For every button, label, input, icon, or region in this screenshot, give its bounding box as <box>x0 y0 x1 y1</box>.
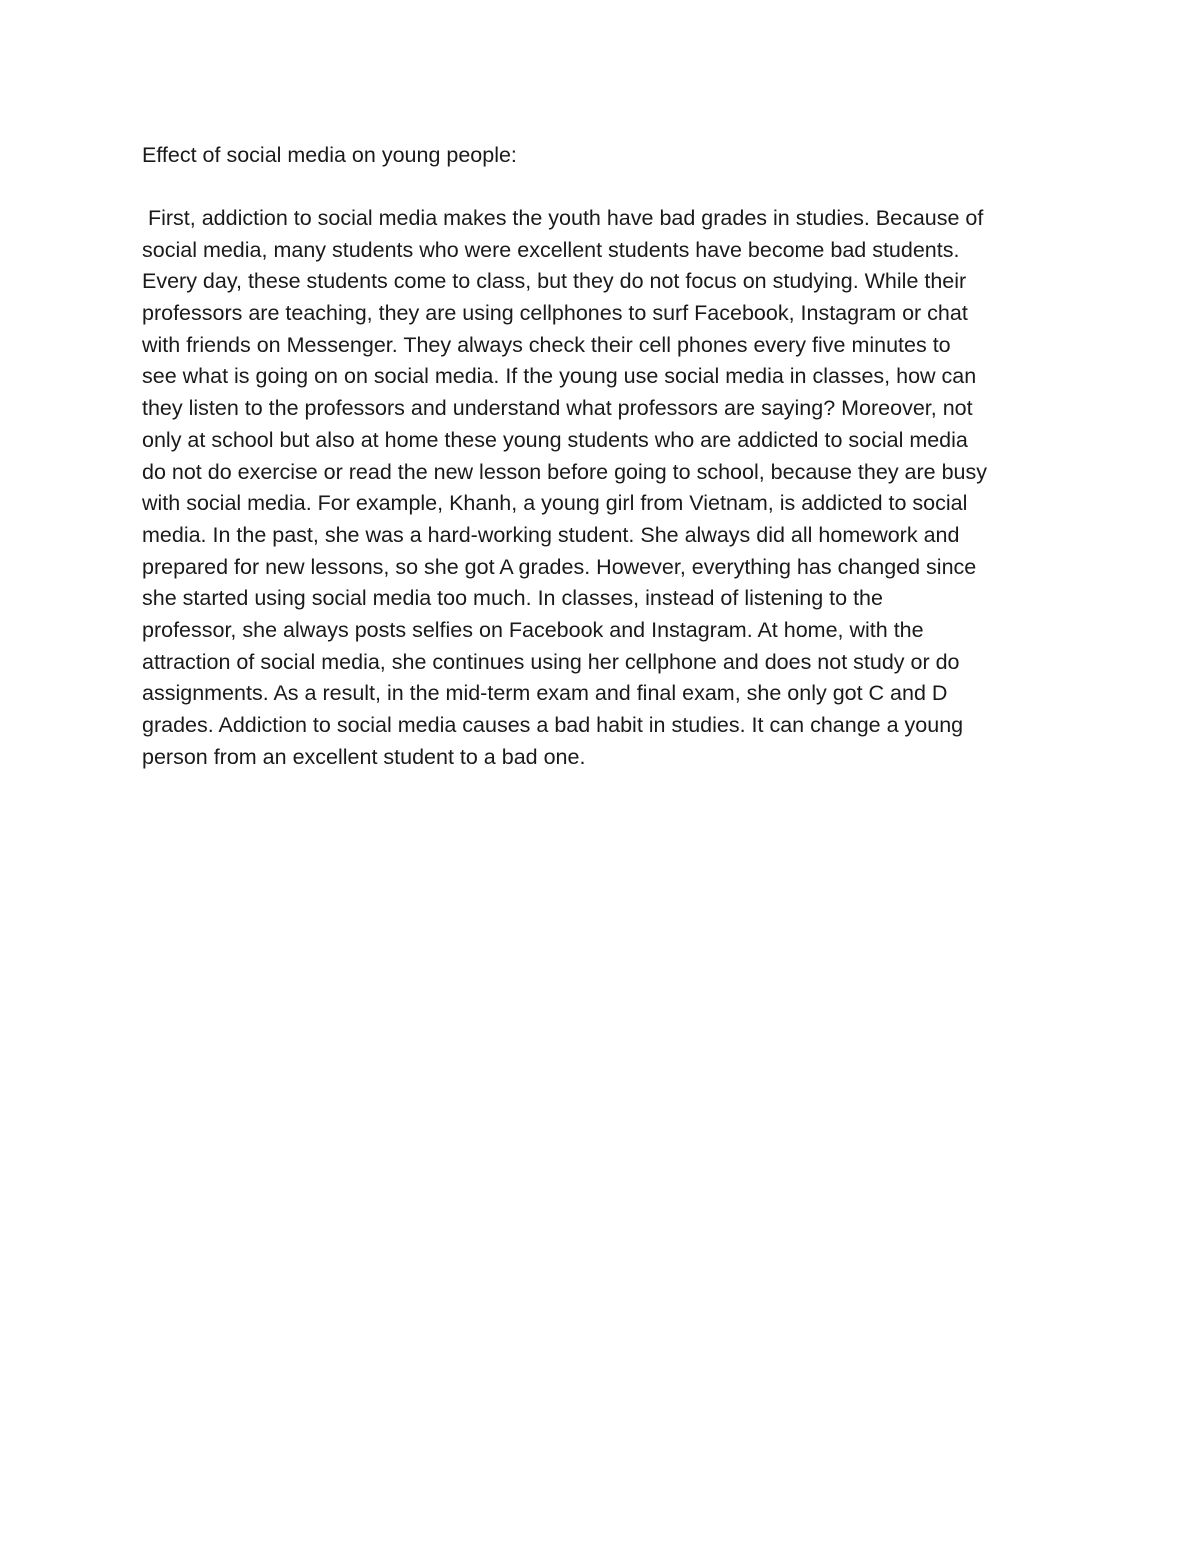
paragraph-line: they listen to the professors and understand what professors are saying? Moreover, not <box>142 396 973 421</box>
paragraph-line: with social media. For example, Khanh, a young girl from Vietnam, is addicted to social <box>142 491 968 516</box>
paragraph-line: assignments. As a result, in the mid-term exam and final exam, she only got C and D <box>142 681 948 706</box>
paragraph-line: do not do exercise or read the new lesson before going to school, because they are busy <box>142 459 988 484</box>
paragraph-line: prepared for new lessons, so she got A grades. However, everything has changed since <box>142 554 977 579</box>
paragraph-line: see what is going on on social media. If the young use social media in classes, how can <box>142 364 977 389</box>
paragraph-line: professors are teaching, they are using cellphones to surf Facebook, Instagram or chat <box>142 301 968 326</box>
body-paragraph <box>142 203 1072 773</box>
paragraph-line: only at school but also at home these young students who are addicted to social media <box>142 427 968 452</box>
paragraph-line: grades. Addiction to social media causes a bad habit in studies. It can change a young <box>142 713 964 737</box>
paragraph-line: person from an excellent student to a bad one. <box>142 744 586 769</box>
paragraph-line: with friends on Messenger. They always check their cell phones every five minutes to <box>142 332 951 357</box>
paragraph-line: media. In the past, she was a hard-working student. She always did all homework and <box>142 522 960 547</box>
document-content <box>142 139 1072 773</box>
document-title: Effect of social media on young people: <box>142 143 517 167</box>
paragraph-line: attraction of social media, she continues using her cellphone and does not study or do <box>142 649 960 674</box>
paragraph-line: she started using social media too much. In classes, instead of listening to the <box>142 586 883 611</box>
paragraph-line: First, addiction to social media makes the youth have bad grades in studies. Because of <box>142 206 984 230</box>
paragraph-line: social media, many students who were excellent students have become bad students. <box>142 237 960 262</box>
paragraph-line: professor, she always posts selfies on Facebook and Instagram. At home, with the <box>142 617 924 642</box>
paragraph-line: Every day, these students come to class, but they do not focus on studying. While their <box>142 269 967 294</box>
